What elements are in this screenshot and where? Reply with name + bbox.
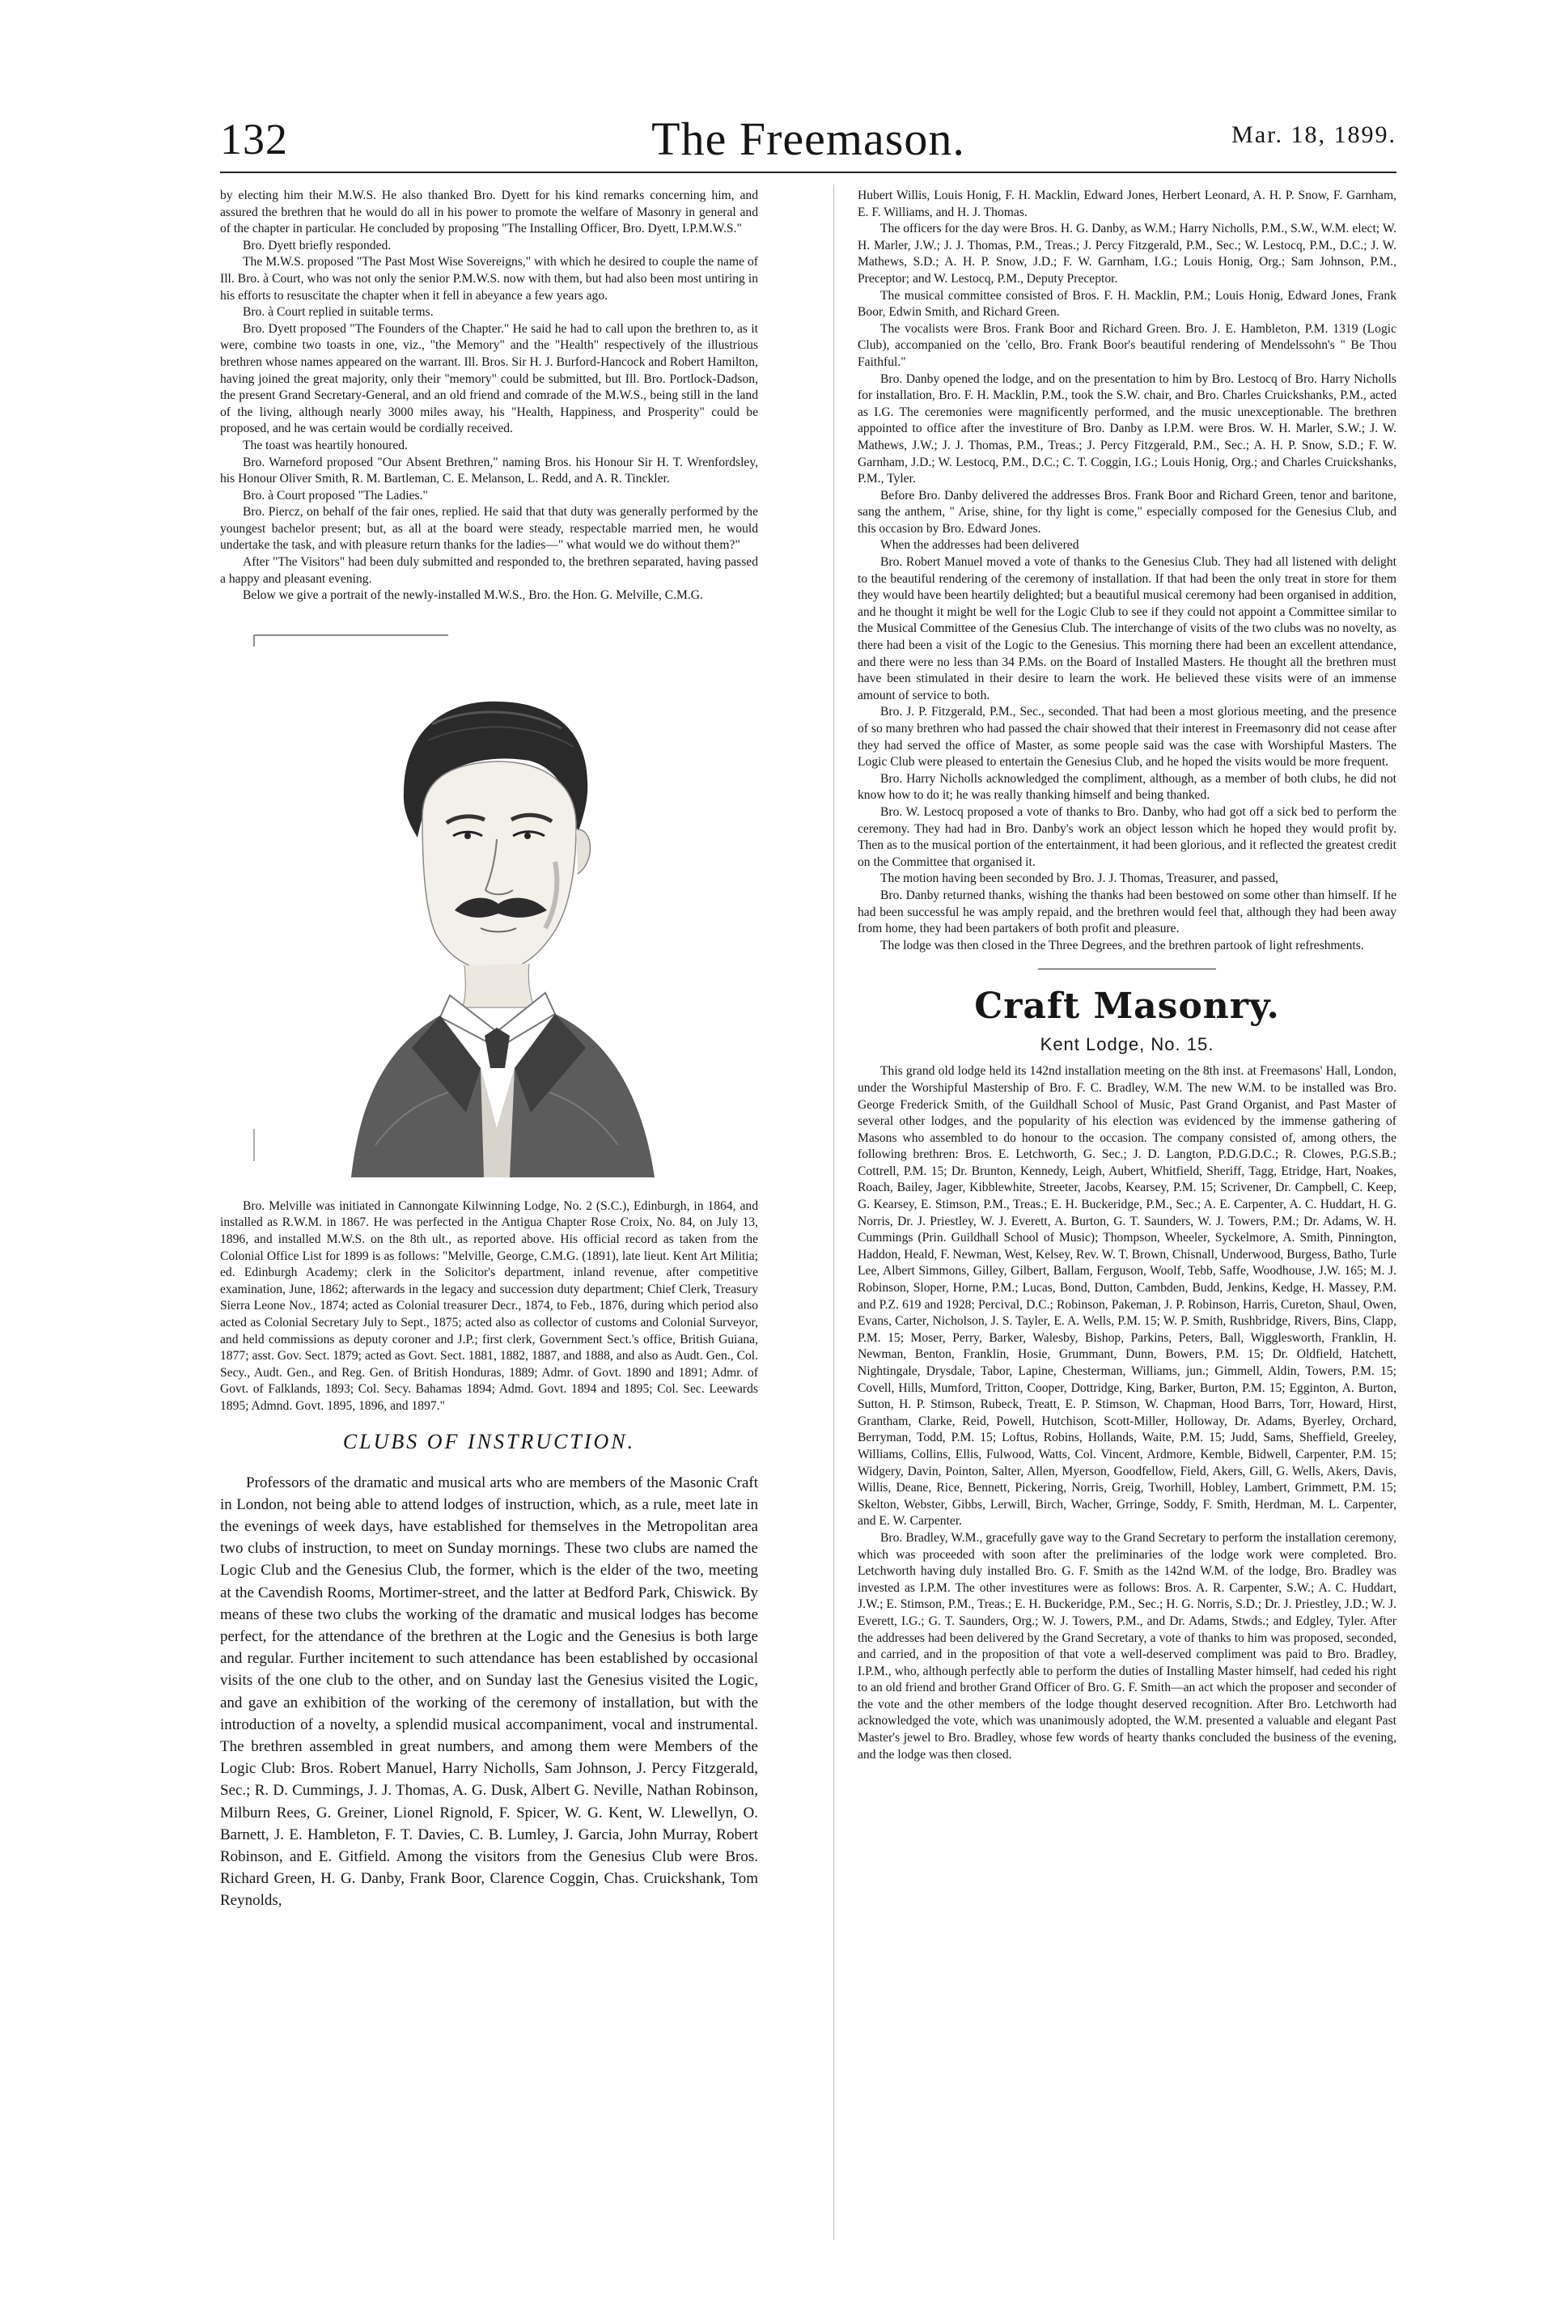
paragraph: Bro. J. P. Fitzgerald, P.M., Sec., seconded. That had been a most glorious meeting, and the presence of so many brethren who had passed the chair showed that their interest in Freemasonry did not cease after they had served the office of Master, as some people said was the case with Worshipful Masters. The Logic Club were pleased to entertain the Genesius Club, and he hoped the visits would be more frequent. — [858, 705, 1396, 770]
left-column — [220, 188, 758, 1912]
right-column — [858, 188, 1396, 1763]
kent-lodge-report — [858, 1063, 1396, 1763]
chapter-report — [220, 188, 758, 604]
paragraph: Before Bro. Danby delivered the addresses Bros. Frank Boor and Richard Green, tenor and baritone, sang the anthem, " Arise, shine, for thy light is come," especially composed for the Genesius Club, and this occasion by Bro. Edward Jones. — [858, 488, 1396, 536]
paragraph: When the addresses had been delivered — [880, 538, 1079, 553]
page-number: 132 — [220, 115, 288, 163]
paragraph: Bro. Danby returned thanks, wishing the thanks had been bestowed on some other than himself. If he had been successful he was amply repaid, and the brethren would feel that, although they had been away from home, they had been partakers of both profit and pleasure. — [858, 888, 1396, 936]
paragraph: Bro. Dyett proposed "The Founders of the Chapter." He said he had to call upon the brethren to, as it were, combine two toasts in one, viz., "the Memory" and the "Health" respectively of the illustrious brethren whose names appeared on the warrant. Ill. Bros. Sir H. J. Burford-Hancock and Robert Hamilton, having joined the great majority, only their "memory" could be submitted, but Ill. Bro. Portlock-Dadson, the present Grand Secretary-General, and an old friend and comrade of the M.W.S., being still in the land of the living, although nearly 3000 miles away, his "Health, Happiness, and Prosperity" could be proposed, and he was certain would be cordially received. — [220, 321, 758, 436]
paragraph: Bro. Piercz, on behalf of the fair ones, replied. He said that that duty was generally performed by the youngest bachelor present; but, as all at the board were steady, respectable married men, he would undertake the task, and with pleasure return thanks for the ladies—" what would we do without them?" — [220, 505, 758, 553]
clubs-article — [220, 1472, 758, 1912]
portrait-engraving — [238, 627, 740, 1177]
paragraph: The motion having been seconded by Bro. J. J. Thomas, Treasurer, and passed, — [880, 872, 1278, 886]
paragraph: The musical committee consisted of Bros. F. H. Macklin, P.M.; Louis Honig, Edward Jones, Frank Boor, Edwin Smith, and Richard Green. — [858, 288, 1396, 320]
clubs-article-continued — [858, 188, 1396, 954]
kent-lodge-heading: Kent Lodge, No. 15. — [1040, 1034, 1214, 1055]
paragraph: The vocalists were Bros. Frank Boor and Richard Green. Bro. J. E. Hambleton, P.M. 1319 (Logic Club), accompanied on the 'cello, Bro. Frank Boor's beautiful rendering of Mendelssohn's " Be Thou Faithful." — [858, 321, 1396, 369]
paragraph: The officers for the day were Bros. H. G. Danby, as W.M.; Harry Nicholls, P.M., S.W., W.M. elect; W. H. Marler, J.W.; J. J. Thomas, P.M., Treas.; J. Percy Fitzgerald, P.M., Sec.; W. Lestocq, P.M., D.C.; J. W. Mathews, S.D.; A. H. P. Snow, J.D.; F. W. Garnham, I.G.; Louis Honig, Org.; Sam Johnson, P.M., Preceptor; and W. Lestocq, P.M., Deputy Preceptor. — [858, 222, 1396, 286]
paragraph: Bro. Warneford proposed "Our Absent Brethren," naming Bros. his Honour Sir H. T. Wrenfordsley, his Honour Oliver Smith, R. M. Bartleman, C. E. Melanson, L. Redd, and A. R. Tinckler. — [220, 455, 758, 486]
paragraph: Bro. Harry Nicholls acknowledged the compliment, although, as a member of both clubs, he did not know how to do it; he was really thanking himself and being thanked. — [858, 771, 1396, 803]
paragraph: The M.W.S. proposed "The Past Most Wise Sovereigns," with which he desired to couple the name of Ill. Bro. à Court, who was not only the senior P.M.W.S. now with them, but had also been most untiring in his efforts to resuscitate the chapter when it fell in abeyance a few years ago. — [220, 255, 758, 303]
header-rule — [220, 172, 1396, 173]
paragraph: by electing him their M.W.S. He also thanked Bro. Dyett for his kind remarks concerning him, and assured the brethren that he would do all in his power to promote the welfare of Masonry in general and of the chapter in particular. He concluded by proposing "The Installing Officer, Bro. Dyett, I.P.M.W.S." — [220, 189, 758, 236]
paragraph: Bro. Danby opened the lodge, and on the presentation to him by Bro. Lestocq of Bro. Harry Nicholls for installation, Bro. F. H. Macklin, P.M., took the S.W. chair, and Bro. Charles Cruickshanks, P.M., acted as I.G. The ceremonies were magnificently performed, and the music unexceptionable. The brethren appointed to office after the investiture of Bro. Danby as I.P.M. were Bros. W. H. Marler, S.W.; J. W. Mathews, J.W.; J. J. Thomas, P.M., Treas.; J. Percy Fitzgerald, P.M., Sec.; A. H. P. Snow, S.D.; F. W. Garnham, J.D.; W. Lestocq, P.M., D.C.; C. T. Coggin, I.G.; Louis Honig, Org.; and Charles Cruickshanks, P.M., Tyler. — [858, 371, 1396, 486]
paragraph: Bro. à Court proposed "The Ladies." — [243, 488, 428, 503]
page-header — [220, 113, 1396, 165]
clubs-heading: CLUBS OF INSTRUCTION. — [342, 1429, 636, 1453]
paragraph: The lodge was then closed in the Three Degrees, and the brethren partook of light refreshments. — [880, 938, 1364, 952]
paragraph: Hubert Willis, Louis Honig, F. H. Macklin, Edward Jones, Herbert Leonard, A. H. P. Snow, F. Garnham, E. F. Williams, and H. J. Thomas. — [858, 189, 1396, 219]
issue-date: Mar. 18, 1899. — [1231, 121, 1396, 148]
melville-biography — [220, 1198, 758, 1415]
paragraph: Bro. à Court replied in suitable terms. — [243, 305, 434, 320]
masthead-title: The Freemason. — [651, 112, 965, 165]
paragraph: Bro. W. Lestocq proposed a vote of thanks to Bro. Danby, who had got off a sick bed to perform the ceremony. They had had in Bro. Danby's work an object lesson which he hoped they would profit by. Then as to the musical portion of the entertainment, it had been glorious, and it reflected the greatest credit on the Committee that organised it. — [858, 804, 1396, 869]
paragraph: Bro. Robert Manuel moved a vote of thanks to the Genesius Club. They had all listened with delight to the beautiful rendering of the ceremony of installation. If that had been the only treat in store for them they would have been heartily delighted; but a beautiful musical ceremony had been organised in addition, and he thought it might be well for the Logic Club to see if they could not appoint a Committee similar to the Musical Committee of the Genesius Club. The interchange of visits of the two clubs was no novelty, as there had been a visit of the Logic to the Genesius. This morning there had been an excellent attendance, and there were no less than 34 P.Ms. on the Board of Installed Masters. He thought all the brethren must have been stimulated in their desire to learn the work. He believed these visits were of an immense amount of service to both. — [858, 555, 1396, 702]
paragraph: Bro. Dyett briefly responded. — [243, 238, 392, 252]
column-divider — [833, 184, 834, 2240]
paragraph: Bro. Bradley, W.M., gracefully gave way to the Grand Secretary to perform the installation ceremony, which was proceeded with soon after the preliminaries of the lodge work were completed. Bro. Letchworth having duly installed Bro. G. F. Smith as the 142nd W.M. of the lodge, Bro. Bradley was invested as I.P.M. The other investitures were as follows: Bros. A. R. Carpenter, S.W.; A. C. Huddart, J.W.; E. Stimson, P.M., Treas.; E. H. Buckeridge, P.M., Sec.; H. G. Norris, S.D.; Dr. J. Priestley, J.D.; W. J. Everett, I.G.; G. T. Saunders, Org.; W. J. Towers, P.M., and Dr. Adams, Stwds.; and Edgley, Tyler. After the addresses had been delivered by the Grand Secretary, a vote of thanks to him was proposed, seconded, and carried, and in the proposition of that vote a well-deserved compliment was paid to Bro. Bradley, I.P.M., who, although perfectly able to perform the duties of Installing Master himself, had ceded his right to an old friend and brother Grand Officer of Bro. G. F. Smith—an act which the proposer and seconder of the vote and the other members of the lodge thought deserved recognition. After Bro. Letchworth had acknowledged the vote, which was unanimously adopted, the W.M. presented a valuable and elegant Past Master's jewel to Bro. Bradley, whose few words of hearty thanks concluded the business of the evening, and the lodge was then closed. — [858, 1530, 1396, 1762]
paragraph: After "The Visitors" had been duly submitted and responded to, the brethren separated, having passed a happy and pleasant evening. — [220, 555, 758, 586]
paragraph: Professors of the dramatic and musical arts who are members of the Masonic Craft in London, not being able to attend lodges of instruction, which, as a rule, meet late in the evenings of week days, have established for themselves in the Metropolitan area two clubs of instruction, to meet on Sunday mornings. These two clubs are named the Logic Club and the Genesius Club, the former, which is the elder of the two, meeting at the Cavendish Rooms, Mortimer-street, and the latter at Bedford Park, Chiswick. By means of these two clubs the working of the dramatic and musical lodges has become perfect, for the attendance of the brethren at the Logic and the Genesius is both large and regular. Further incitement to such attendance has been established by occasional visits of the one club to the other, and on Sunday last the Genesius visited the Logic, and gave an exhibition of the working of the ceremony of installation, but with the introduction of a novelty, a splendid musical accompaniment, vocal and instrumental. The brethren assembled in great numbers, and among them were Members of the Logic Club: Bros. Robert Manuel, Harry Nicholls, Sam Johnson, J. Percy Fitzgerald, Sec.; R. D. Cummings, J. J. Thomas, A. G. Dusk, Albert G. Neville, Nathan Robinson, Milburn Rees, G. Greiner, Lionel Rignold, F. Spicer, W. G. Kent, W. Llewellyn, O. Barnett, J. E. Hambleton, F. T. Davies, C. B. Lumley, J. Garcia, John Murray, Robert Robinson, and E. Gitfield. Among the visitors from the Genesius Club were Bros. Richard Green, H. G. Danby, Frank Boor, Clarence Coggin, Chas. Cruickshank, Tom Reynolds, — [220, 1474, 758, 1910]
paragraph: The toast was heartily honoured. — [243, 438, 408, 452]
paragraph: Bro. Melville was initiated in Cannongate Kilwinning Lodge, No. 2 (S.C.), Edinburgh, in 1864, and installed as R.W.M. in 1867. He was perfected in the Antigua Chapter Rose Croix, No. 84, on July 13, 1896, and installed M.W.S. on the 8th ult., as reported above. His official record as taken from the Colonial Office List for 1899 is as follows: "Melville, George, C.M.G. (1891), late lieut. Kent Art Militia; ed. Edinburgh Academy; clerk in the Solicitor's department, inland revenue, after competitive examination, June, 1862; afterwards in the legacy and succession duty department; Chief Clerk, Treasury Sierra Leone Nov., 1874; acted as Colonial treasurer Decr., 1874, to Feb., 1876, during which period also acted as Colonial Secretary July to Sept., 1875; acted also as collector of customs and Colonial Surveyor, and held commissions as deputy coroner and J.P.; first clerk, Government Sect.'s office, British Guiana, 1877; asst. Gov. Sect. 1879; acted as Govt. Sect. 1881, 1882, 1887, and 1888, and also as Audt. Gen., Col. Secy., Audt. Gen., and Reg. Gen. of British Honduras, 1889; Admr. of Govt. 1890 and 1891; Admr. of Govt. of Falklands, 1893; Col. Secy. Bahamas 1894; Admd. Govt. 1894 and 1895; Col. Sec. Leewards 1895; Admnd. Govt. 1895, 1896, and 1897." — [220, 1198, 758, 1413]
paragraph: This grand old lodge held its 142nd installation meeting on the 8th inst. at Freemasons' Hall, London, under the Worshipful Mastership of Bro. F. C. Bradley, W.M. The new W.M. to be installed was Bro. George Frederick Smith, of the Guildhall School of Music, Past Grand Organist, and Past Master of several other lodges, and the popularity of his election was evidenced by the immense gathering of Masons who assembled to do honour to the occasion. The company consisted of, among others, the following brethren: Bros. E. Letchworth, G. Sec.; J. D. Langton, P.D.G.D.C.; R. Clowes, P.G.S.B.; Cottrell, P.M. 15; Dr. Brunton, Kennedy, Leigh, Aubert, Whitfield, Sheriff, Tagg, Etridge, Hart, Noakes, Roach, Bailey, Jager, Kibblewhite, Streeter, Jacobs, Kearsey, P.M. 15; Scrivener, Dr. Campbell, C. Keep, G. Kearsey, E. Stimson, P.M., Treas.; E. H. Buckeridge, P.M., Sec.; A. E. Carpenter, A. C. Huddart, H. G. Norris, Dr. J. Priestley, W. J. Everett, A. Burton, G. T. Saunders, W. J. Towers, P.M.; Dr. Adams, W. H. Cummings (Prin. Guildhall School of Music); Thompson, Wheeler, Syckelmore, A. Smith, Pinnington, Haddon, Heald, F. Newman, West, Kelsey, Rev. W. T. Brown, Chisnall, Underwood, Burgess, Batho, Turle Lee, Albert Simmons, Gilley, Gilbert, Ballam, Ferguson, Woolf, Tebb, Saffe, Woodhouse, J.W. 165; M. J. Robinson, Sloper, Horne, P.M.; Lucas, Bond, Dutton, Cambden, Budd, Jenkins, Kedge, H. Massey, P.M. and P.Z. 619 and 1928; Percival, D.C.; Robinson, Pakeman, J. P. Robinson, Harris, Cureton, Shaul, Owen, Evans, Carter, Nicholson, J. S. Tayler, E. A. Wells, P.M. 15; W. P. Smith, Rushbridge, Rivers, Bins, Clapp, P.M. 15; Moser, Perry, Barker, Walesby, Bishop, Parkins, Peters, Ball, Wigglesworth, Franklin, H. Newman, Benton, Franklin, Hosie, Grummant, Dunn, Bowers, P.M. 15; Dr. Oldfield, Hatchett, Nightingale, Drysdale, Tabor, Lapine, Chesterman, Williams, jun.; Gimmell, Aldin, Towers, P.M. 15; Covell, Hills, Mumford, Tritton, Cooper, Dottridge, King, Barker, Burton, P.M. 15; Egginton, A. Burton, Sutton, H. P. Stimson, Rubeck, Treatt, E. P. Stimson, W. Chapman, Hood Barrs, Torr, Howard, Hirst, Grantham, Clarke, Reid, Powell, Hutchison, Scott-Miller, Holloway, Dr. Adams, Byerley, Orchard, Berryman, Todd, P.M. 15; Loftus, Robins, Hollands, Waite, P.M. 15; Judd, Sams, Sheffield, Greeley, Williams, Collins, Ellis, Fulwood, Watts, Col. Vincent, Ardmore, Kemble, Bidwell, Carpenter, P.M. 15; Widgery, Davin, Pointon, Salter, Allen, Myerson, Goodfellow, Field, Akers, Gill, G. Wells, Akers, Davis, Willis, Deane, Rice, Bennett, Pickering, Norris, Greig, Tworhill, Hobley, Lambert, Grimmett, P.M. 15; Skelton, Webster, Gibbs, Lerwill, Birch, Wacher, Grringe, Soddy, F. Smith, Herdman, M. L. Carpenter, and E. W. Carpenter. — [858, 1064, 1396, 1529]
craft-masonry-heading: Craft Masonry. — [974, 986, 1280, 1028]
paragraph: Below we give a portrait of the newly-installed M.W.S., Bro. the Hon. G. Melville, C.M.G. — [243, 588, 703, 603]
